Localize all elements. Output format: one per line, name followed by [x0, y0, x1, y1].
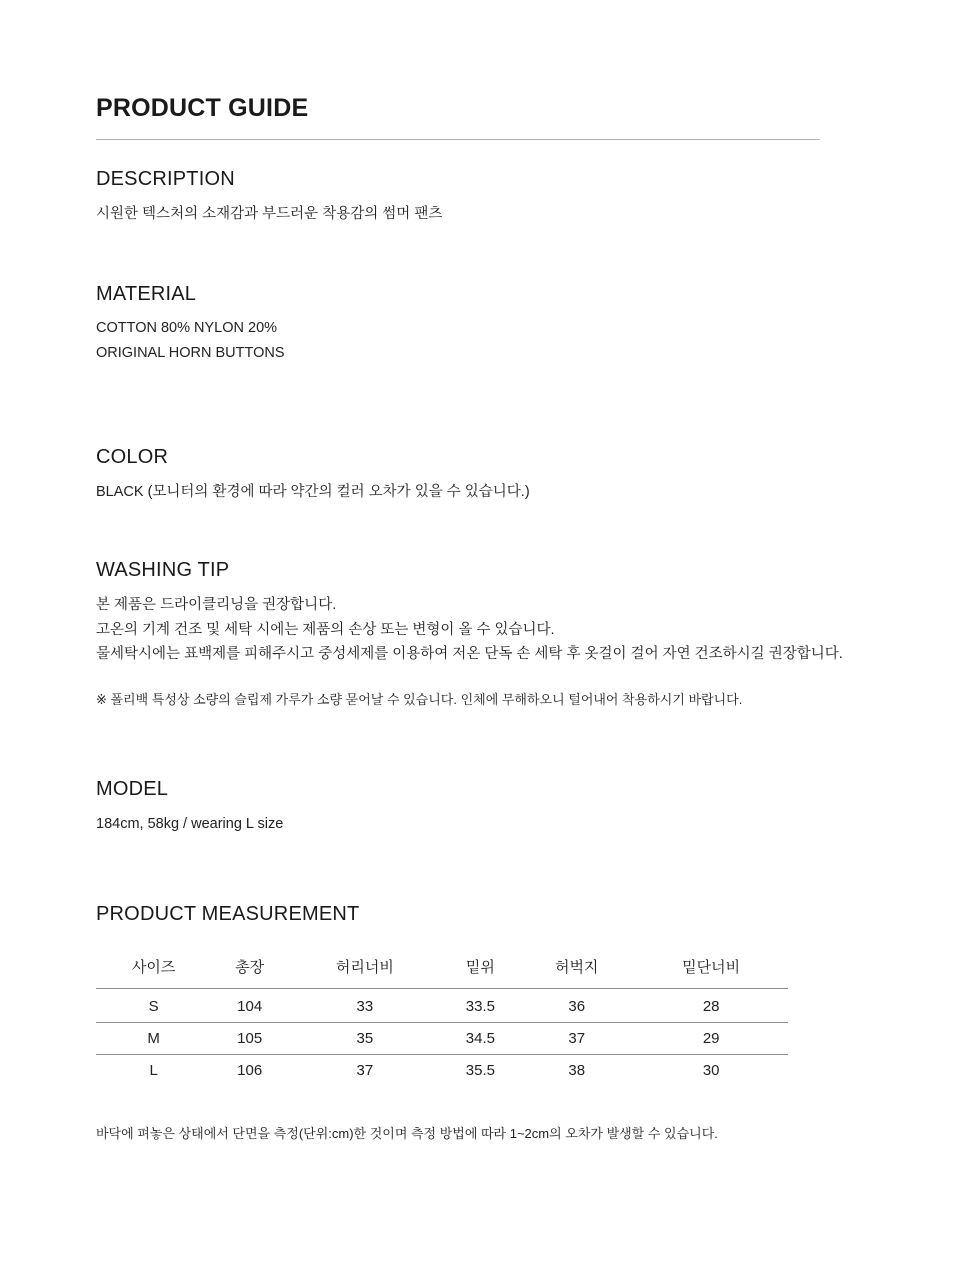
table-cell: 106	[237, 1062, 263, 1079]
material-heading: MATERIAL	[96, 283, 197, 305]
model-heading: MODEL	[96, 778, 169, 800]
table-cell: 33	[288, 989, 442, 1023]
table-cell: 105	[211, 1023, 288, 1055]
description-heading: DESCRIPTION	[96, 168, 235, 190]
table-cell: 30	[702, 1062, 720, 1079]
column-header-hem: 밑단너비	[634, 944, 788, 989]
washing-heading: WASHING TIP	[96, 559, 230, 581]
table-cell: L	[149, 1062, 158, 1079]
color-line: BLACK (모니터의 환경에 따라 약간의 컬러 오차가 있을 수 있습니다.)	[96, 484, 530, 500]
column-header-size: 사이즈	[96, 944, 211, 989]
table-cell: S	[96, 989, 211, 1023]
column-header-thigh: 허벅지	[519, 944, 634, 989]
model-line: 184cm, 58kg / wearing L size	[96, 816, 284, 832]
table-header-row	[96, 944, 788, 989]
size-table	[96, 944, 788, 1086]
table-row	[96, 1055, 788, 1087]
table-cell: 104	[211, 989, 288, 1023]
table-cell: 37	[356, 1062, 374, 1079]
color-heading: COLOR	[96, 446, 169, 468]
table-cell: 35	[288, 1023, 442, 1055]
measurement-heading: PRODUCT MEASUREMENT	[96, 903, 360, 925]
table-cell: 33.5	[442, 989, 519, 1023]
table-row	[96, 1023, 788, 1055]
washing-line: 물세탁시에는 표백제를 피해주시고 중성세제를 이용하여 저온 단독 손 세탁 후 옷걸이 걸어 자연 건조하시길 권장합니다.	[96, 646, 843, 662]
table-cell: 35.5	[465, 1062, 495, 1079]
table-row	[96, 989, 788, 1023]
table-cell: 37	[519, 1023, 634, 1055]
table-cell: 28	[634, 989, 788, 1023]
washing-line: 본 제품은 드라이클리닝을 권장합니다.	[96, 597, 337, 613]
table-cell: 38	[568, 1062, 586, 1079]
color-text	[96, 480, 530, 505]
washing-line: 고온의 기계 건조 및 세탁 시에는 제품의 손상 또는 변형이 올 수 있습니다.	[96, 621, 555, 638]
description-line: 시원한 텍스처의 소재감과 부드러운 착용감의 썸머 팬츠	[96, 206, 443, 222]
material-text	[96, 316, 285, 365]
material-line: COTTON 80% NYLON 20%	[96, 320, 278, 336]
description-text	[96, 202, 442, 227]
measurement-note: 바닥에 펴놓은 상태에서 단면을 측정(단위:cm)한 것이며 측정 방법에 따라 1~2cm의 오차가 발생할 수 있습니다.	[96, 1126, 718, 1141]
column-header-length: 총장	[211, 944, 288, 989]
model-text	[96, 812, 283, 837]
table-cell: 34.5	[442, 1023, 519, 1055]
column-header-waist: 허리너비	[288, 944, 442, 989]
title-divider	[96, 139, 820, 140]
washing-note: ※ 폴리백 특성상 소량의 슬립제 가루가 소량 묻어날 수 있습니다. 인체에 무해하오니 털어내어 착용하시기 바랍니다.	[96, 692, 743, 707]
material-line: ORIGINAL HORN BUTTONS	[96, 344, 285, 361]
table-cell: M	[96, 1023, 211, 1055]
column-header-rise: 밑위	[442, 944, 519, 989]
table-cell: 36	[519, 989, 634, 1023]
washing-text	[96, 593, 843, 667]
table-cell: 29	[634, 1023, 788, 1055]
page-title: PRODUCT GUIDE	[96, 94, 309, 122]
